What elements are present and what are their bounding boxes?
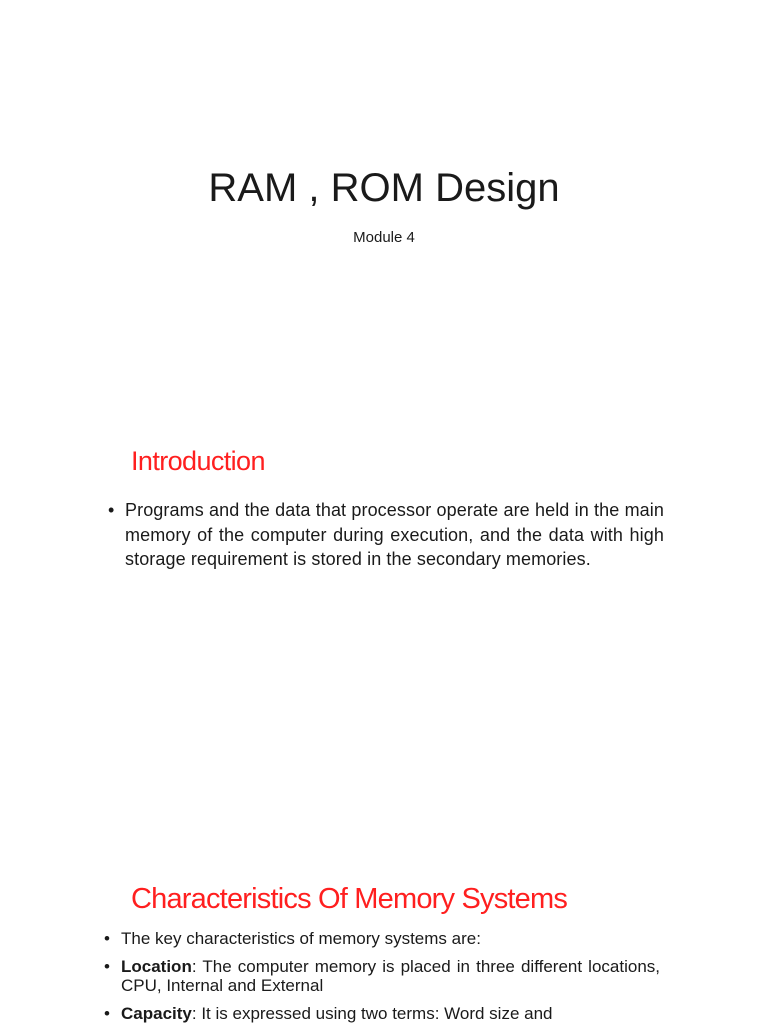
- bullet-text: The key characteristics of memory systems are:: [121, 929, 481, 948]
- list-item: [104, 929, 660, 948]
- list-item: [104, 1004, 660, 1023]
- slide-subtitle: Module 4: [353, 229, 415, 246]
- bullet-term: Capacity: [121, 1004, 192, 1023]
- bullet-icon: •: [104, 957, 110, 976]
- title-slide: [0, 0, 768, 410]
- bullet-icon: •: [104, 1004, 110, 1023]
- list-item: [108, 498, 664, 572]
- introduction-heading: Introduction: [131, 446, 265, 476]
- introduction-bullet-list: [108, 498, 664, 572]
- characteristics-bullet-list: [104, 929, 660, 1024]
- list-item: [104, 957, 660, 995]
- bullet-text: Programs and the data that processor operate are held in the main memory of the computer during execution, and the data with high storage requirement is stored in the secondary memories.: [125, 500, 664, 569]
- bullet-term: Location: [121, 957, 192, 976]
- characteristics-heading: Characteristics Of Memory Systems: [131, 883, 568, 915]
- characteristics-slide: [0, 840, 768, 1024]
- bullet-text: : The computer memory is placed in three different locations, CPU, Internal and External: [121, 957, 660, 995]
- bullet-text: : It is expressed using two terms: Word size and: [191, 1004, 553, 1023]
- introduction-slide: [0, 410, 768, 840]
- bullet-icon: •: [104, 929, 110, 948]
- slide-title: RAM , ROM Design: [208, 166, 560, 210]
- bullet-icon: •: [108, 500, 115, 520]
